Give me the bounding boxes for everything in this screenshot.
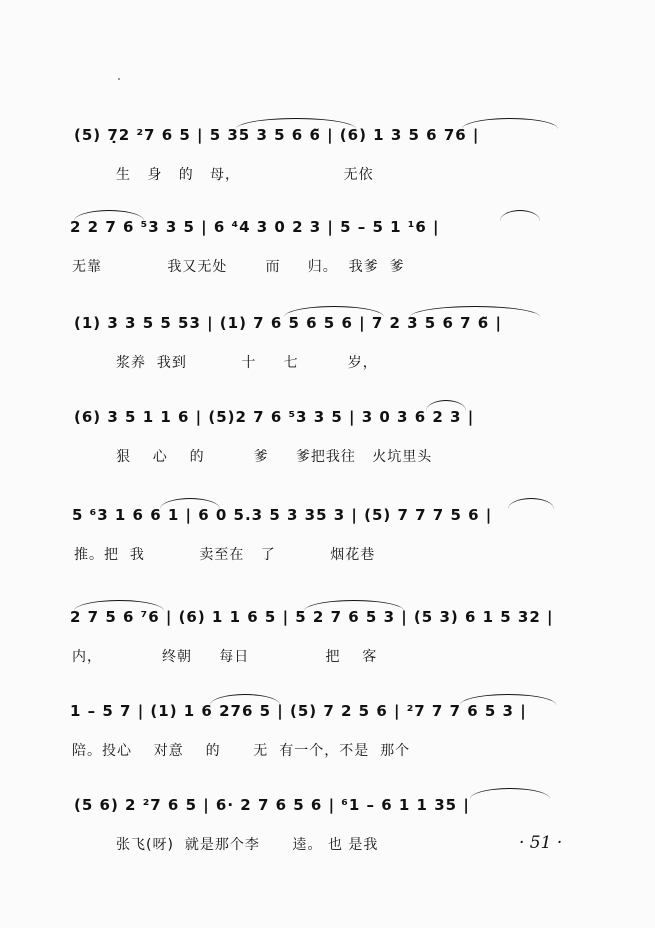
score-system-3	[0, 314, 655, 384]
numbered-notation-line: 2 7 5 6 ⁷6 | (6) 1 1 6 5 | 5 2 7 6 5 3 | (5 3) 6 1 5 32 |	[70, 608, 554, 626]
slur	[470, 788, 550, 799]
numbered-notation-line: 2 2 7 6 ⁵3 3 5 | 6 ⁴4 3 0 2 3 | 5 – 5 1 ¹6 |	[70, 218, 440, 236]
slur	[508, 498, 554, 509]
lyrics-line: 推。把 我 卖至在 了 烟花巷	[74, 547, 376, 563]
numbered-notation-line: (1) 3 3 5 5 53 | (1) 7 6 5 6 5 6 | 7 2 3 5 6 7 6̃ |	[74, 314, 502, 332]
print-speck	[118, 78, 120, 80]
lyrics-line: 浆养 我到 十 七 岁，	[116, 355, 378, 371]
lyrics-line: 无靠 我又无处 而 归。 我爹 爹	[72, 259, 405, 275]
slur	[500, 210, 540, 221]
lyrics-line: 陪。投心 对意 的 无 有一个，不是 那个	[72, 743, 411, 759]
lyrics-line: 狠 心 的 爹 爹把我往 火坑里头	[116, 449, 433, 465]
score-system-2	[0, 218, 655, 288]
score-system-4	[0, 408, 655, 478]
numbered-notation-line: (5) 7̣2 ²7 6 5 | 5 35 3 5 6 6̃ | (6) 1 3 5 6 76 |	[74, 126, 480, 144]
page-number: · 51 ·	[519, 833, 563, 853]
numbered-notation-line: 5 ⁶3 1 6 6 1 | 6 0 5.3 5 3 35 3 | (5) 7 7 7 5 6 |	[72, 506, 493, 524]
numbered-notation-line: 1 – 5 7 | (1) 1 6 276 5 | (5) 7 2 5 6 | ²7 7 7 6 5 3 |	[70, 702, 527, 720]
lyrics-line: 张飞(呀) 就是那个李 逵。 也 是我	[116, 837, 379, 853]
numbered-notation-line: (5 6) 2 ²7 6 5 | 6· 2 7 6 5 6 | ⁶1 – 6 1 1 35 |	[74, 796, 470, 814]
score-system-1	[0, 126, 655, 196]
lyrics-line: 生 身 的 母， 无依	[116, 167, 374, 183]
score-system-5	[0, 506, 655, 576]
score-system-7	[0, 702, 655, 772]
numbered-notation-line: (6) 3 5 1 1 6 | (5)2 7 6 ⁵3 3 5 | 3 0 3 6 2 3 |	[74, 408, 475, 426]
score-system-8	[0, 796, 655, 866]
lyrics-line: 内， 终朝 每日 把 客	[72, 649, 378, 665]
score-system-6	[0, 608, 655, 678]
